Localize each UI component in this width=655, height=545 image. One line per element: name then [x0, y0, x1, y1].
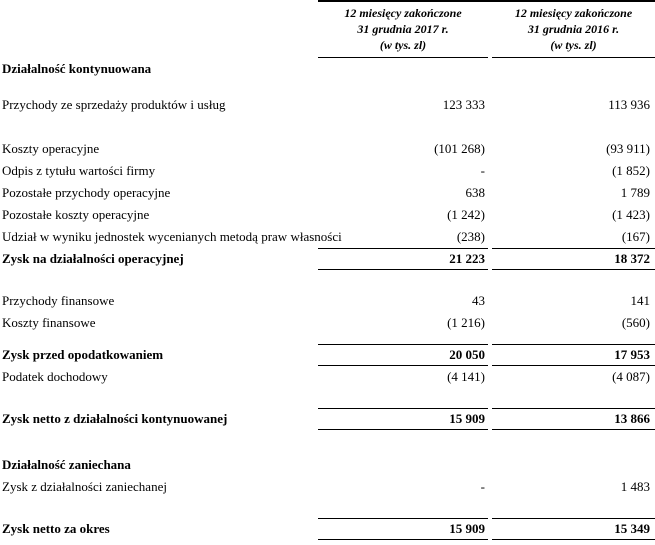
value-2016: 18 372 [492, 248, 655, 270]
value-2017: (1 242) [447, 207, 485, 222]
row-label: Koszty finansowe [2, 315, 96, 330]
header-period-columns [318, 0, 655, 58]
table-row [0, 476, 655, 498]
value-2017: (4 141) [447, 369, 485, 384]
value-2017: 21 223 [318, 248, 488, 270]
row-label: Zysk netto z działalności kontynuowanej [2, 411, 228, 426]
row-label: Pozostałe przychody operacyjne [2, 185, 171, 200]
spacer-row [0, 116, 655, 138]
row-label: Zysk przed opodatkowaniem [2, 347, 164, 362]
table-row [0, 454, 655, 476]
row-label: Przychody finansowe [2, 293, 115, 308]
column-header-2017 [318, 2, 488, 58]
table-row [0, 138, 655, 160]
spacer-row [0, 270, 655, 290]
value-2016: (93 911) [606, 141, 650, 156]
header-label-spacer [0, 0, 318, 58]
value-2017: - [480, 163, 485, 178]
value-2017: 638 [465, 185, 485, 200]
column-header-2017-line1: 12 miesięcy zakończone [344, 6, 462, 20]
row-label: Podatek dochodowy [2, 369, 108, 384]
value-2017: 15 909 [318, 518, 488, 540]
spacer-row [0, 498, 655, 518]
row-label: Udział w wyniku jednostek wycenianych metodą praw własności [2, 229, 342, 244]
table-row [0, 248, 655, 270]
value-2016: (167) [621, 229, 650, 244]
column-header-2017-line2: 31 grudnia 2017 r. [357, 22, 449, 36]
table-body [0, 58, 655, 540]
table-row [0, 182, 655, 204]
row-label: Pozostałe koszty operacyjne [2, 207, 150, 222]
row-label: Zysk na działalności operacyjnej [2, 251, 184, 266]
value-2016 [492, 454, 655, 476]
column-header-2017-line3: (w tys. zl) [379, 38, 427, 52]
table-row [0, 204, 655, 226]
column-header-2016-line1: 12 miesięcy zakończone [514, 6, 633, 20]
table-row [0, 518, 655, 540]
column-header-2016 [492, 2, 655, 58]
table-row [0, 366, 655, 388]
value-2016: (1 852) [612, 163, 650, 178]
value-2017: 20 050 [318, 344, 488, 366]
table-row [0, 160, 655, 182]
value-2016: (560) [621, 315, 650, 330]
row-label: Zysk netto za okres [2, 521, 110, 536]
column-header-2016-line2: 31 grudnia 2016 r. [527, 22, 620, 36]
value-2017: 43 [472, 293, 485, 308]
value-2016: (1 423) [612, 207, 650, 222]
value-2016: 17 953 [492, 344, 655, 366]
value-2016: 113 936 [608, 97, 650, 112]
table-row [0, 290, 655, 312]
value-2017: (101 268) [434, 141, 485, 156]
row-label: Działalność zaniechana [2, 457, 131, 472]
table-header [0, 0, 655, 58]
column-header-2016-line3: (w tys. zl) [550, 38, 597, 52]
value-2017: - [480, 479, 485, 494]
value-2017 [318, 454, 488, 476]
row-label: Działalność kontynuowana [2, 61, 152, 76]
value-2016: 15 349 [492, 518, 655, 540]
table-row [0, 226, 655, 248]
spacer-row [0, 80, 655, 94]
value-2016: 141 [630, 293, 650, 308]
table-row [0, 344, 655, 366]
spacer-row [0, 334, 655, 344]
value-2016: 1 483 [620, 479, 650, 494]
value-2016 [492, 58, 655, 80]
table-row [0, 312, 655, 334]
table-row [0, 408, 655, 430]
row-label: Koszty operacyjne [2, 141, 100, 156]
value-2017: (1 216) [447, 315, 485, 330]
row-label: Zysk z działalności zaniechanej [2, 479, 167, 494]
value-2017: (238) [456, 229, 485, 244]
value-2017 [318, 58, 488, 80]
table-row [0, 94, 655, 116]
value-2016: 1 789 [620, 185, 650, 200]
row-label: Przychody ze sprzedaży produktów i usług [2, 97, 226, 112]
value-2017: 15 909 [318, 408, 488, 430]
value-2016: (4 087) [612, 369, 650, 384]
value-2017: 123 333 [442, 97, 485, 112]
spacer-row [0, 388, 655, 408]
value-2016: 13 866 [492, 408, 655, 430]
row-label: Odpis z tytułu wartości firmy [2, 163, 156, 178]
spacer-row [0, 430, 655, 454]
table-row [0, 58, 655, 80]
